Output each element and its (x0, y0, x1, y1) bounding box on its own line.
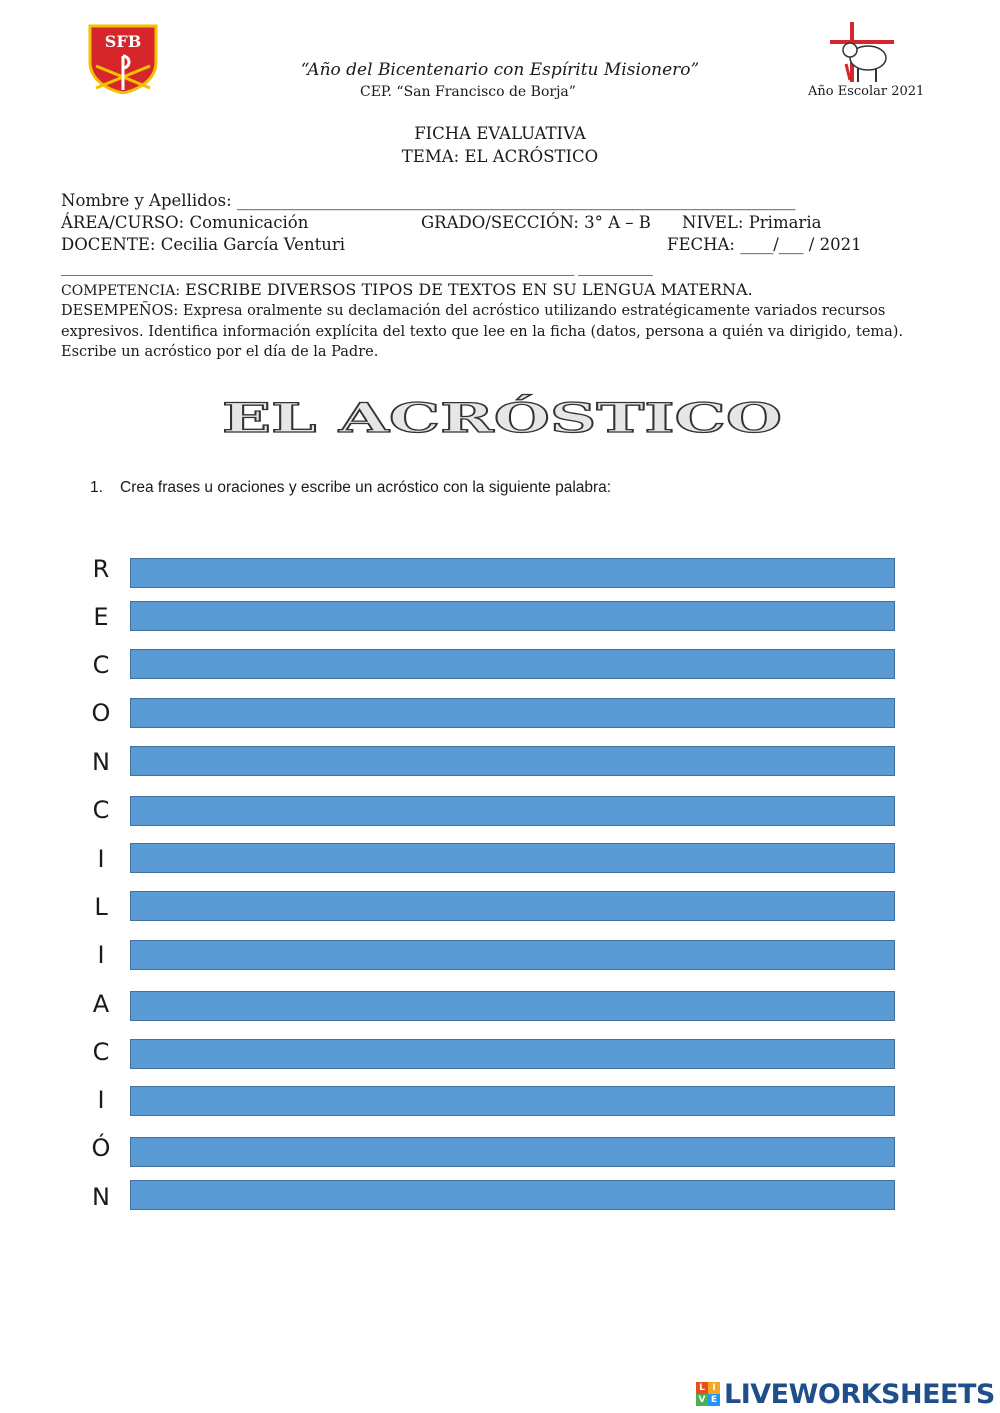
liveworksheets-logo[interactable] (696, 1378, 995, 1410)
acrostic-letter: A (92, 990, 110, 1018)
acrostic-input[interactable] (130, 698, 895, 728)
name-blank[interactable]: ________________________________________________________________________ (236, 191, 795, 210)
motto: “Año del Bicentenario con Espíritu Misionero” (300, 60, 700, 80)
acrostic-letter: C (92, 1038, 110, 1066)
acrostic-input[interactable] (130, 558, 895, 588)
grade-label: GRADO/ (421, 213, 491, 232)
teacher-label: DOCENTE: (61, 235, 156, 254)
school-crest-logo (86, 22, 160, 94)
liveworksheets-badge-icon (696, 1382, 720, 1406)
name-row (61, 191, 795, 210)
acrostic-input[interactable] (130, 1137, 895, 1167)
instruction-text: Crea frases u oraciones y escribe un acróstico con la siguiente palabra: (120, 479, 612, 496)
instruction-number: 1. (90, 479, 103, 496)
level-label: NIVEL: (682, 213, 744, 232)
crest-text: SFB (104, 32, 142, 51)
acrostic-input[interactable] (130, 746, 895, 776)
area-value: Comunicación (189, 213, 309, 232)
badge-letter: I (708, 1382, 720, 1394)
name-label: Nombre y Apellidos: (61, 191, 232, 210)
level (682, 213, 821, 232)
acrostic-letter: C (92, 796, 110, 824)
acrostic-input[interactable] (130, 1039, 895, 1069)
acrostic-letter: L (94, 893, 108, 921)
instruction (90, 479, 611, 497)
acrostic-letter: I (97, 941, 105, 969)
acrostic-input[interactable] (130, 1180, 895, 1210)
competencia-text: ESCRIBE DIVERSOS TIPOS DE TEXTOS EN SU LENGUA MATERNA. (185, 280, 753, 299)
badge-letter: L (696, 1382, 708, 1394)
desempenos-label: DESEMPEÑOS: (61, 303, 179, 319)
teacher (61, 235, 345, 254)
sheet-title: FICHA EVALUATIVA (414, 124, 586, 143)
acrostic-letter: N (92, 1183, 110, 1211)
acrostic-input[interactable] (130, 1086, 895, 1116)
level-value: Primaria (748, 213, 822, 232)
acrostic-input[interactable] (130, 601, 895, 631)
acrostic-input[interactable] (130, 940, 895, 970)
title-art-text: EL ACRÓSTICO (222, 395, 782, 442)
badge-letter: E (708, 1394, 720, 1406)
competencia (61, 280, 753, 299)
date-label: FECHA: (667, 235, 735, 254)
date-value[interactable]: ____/___ / 2021 (740, 235, 862, 254)
teacher-value: Cecilia García Venturi (160, 235, 345, 254)
grade-value: SECCIÓN: 3° A – B (490, 213, 651, 232)
acrostic-input[interactable] (130, 649, 895, 679)
desempenos-text: Expresa oralmente su declamación del acróstico utilizando estratégicamente variados recursos expresivos. Identifica información explícita del texto que lee en la ficha (datos, persona a quién va dirigido, tema). Escribe un acróstico por el día de la Padre. (61, 303, 904, 360)
acrostic-input[interactable] (130, 843, 895, 873)
separator-line: ____________________________________________________________________________ ___________ (61, 260, 653, 276)
acrostic-letter: R (92, 555, 110, 583)
school-name: CEP. “San Francisco de Borja” (360, 84, 576, 100)
title-art (215, 392, 790, 444)
date (667, 235, 862, 254)
badge-letter: V (696, 1394, 708, 1406)
acrostic-input[interactable] (130, 991, 895, 1021)
acrostic-letter: N (92, 748, 110, 776)
sheet-topic: TEMA: EL ACRÓSTICO (401, 147, 599, 166)
area-label-text: ÁREA/CURSO: (61, 213, 185, 232)
acrostic-letter: I (97, 1086, 105, 1114)
acrostic-letter: C (92, 651, 110, 679)
competencia-label: COMPETENCIA: (61, 283, 181, 299)
grade-section (421, 213, 651, 232)
acrostic-input[interactable] (130, 891, 895, 921)
acrostic-letter: O (91, 699, 111, 727)
school-year: Año Escolar 2021 (808, 84, 925, 99)
desempenos (61, 301, 941, 363)
acrostic-letter: I (97, 845, 105, 873)
acrostic-letter: Ó (91, 1134, 111, 1162)
acrostic-input[interactable] (130, 796, 895, 826)
liveworksheets-brand: LIVEWORKSHEETS (724, 1378, 995, 1410)
acrostic-letter: E (93, 603, 109, 631)
area-label (61, 213, 308, 232)
